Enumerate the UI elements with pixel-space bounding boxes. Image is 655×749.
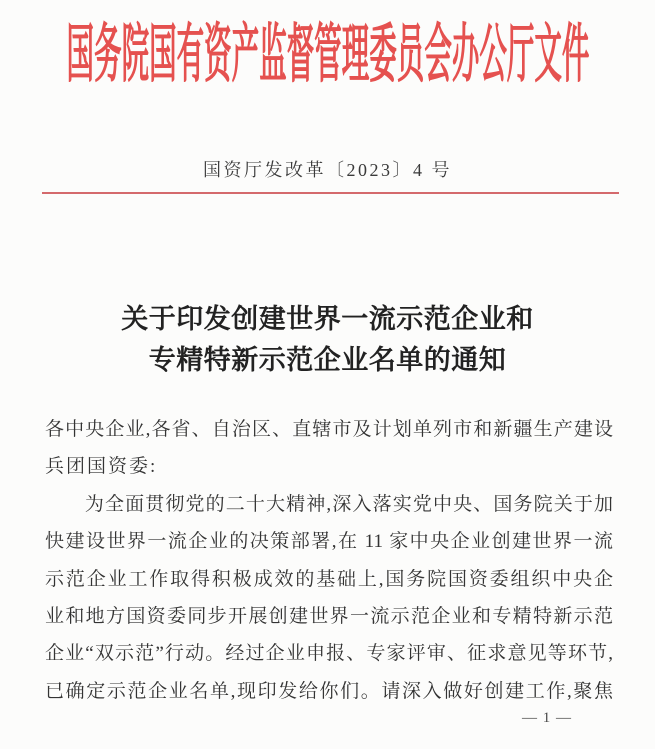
paragraph-line: 已确定示范企业名单,现印发给你们。请深入做好创建工作,聚焦 (45, 680, 613, 702)
document-title (0, 299, 655, 381)
salutation-line-2: 兵团国资委: (45, 456, 158, 478)
paragraph-line: 快建设世界一流企业的决策部署,在 11 家中央企业创建世界一流 (45, 531, 613, 553)
document-body (45, 411, 613, 710)
paragraph-line: 为全面贯彻党的二十大精神,深入落实党中央、国务院关于加 (84, 493, 613, 515)
paragraph-line: 示范企业工作取得积极成效的基础上,国务院国资委组织中央企 (45, 568, 613, 590)
document-title-line1: 关于印发创建世界一流示范企业和 (121, 304, 534, 334)
paragraph-line: 业和地方国资委同步开展创建世界一流示范企业和专精特新示范 (45, 606, 613, 628)
salutation-line-1: 各中央企业,各省、自治区、直辖市及计划单列市和新疆生产建设 (45, 419, 613, 440)
masthead (0, 16, 655, 94)
red-divider-line (42, 192, 619, 194)
masthead-title: 国务院国有资产监督管理委员会办公厅文件 (66, 19, 589, 90)
page-number: — 1 — (522, 710, 572, 726)
document-title-line2: 专精特新示范企业名单的通知 (148, 345, 507, 375)
paragraph-line: 企业“双示范”行动。经过企业申报、专家评审、征求意见等环节, (45, 643, 613, 665)
document-number: 国资厅发改革〔2023〕4 号 (203, 160, 452, 180)
